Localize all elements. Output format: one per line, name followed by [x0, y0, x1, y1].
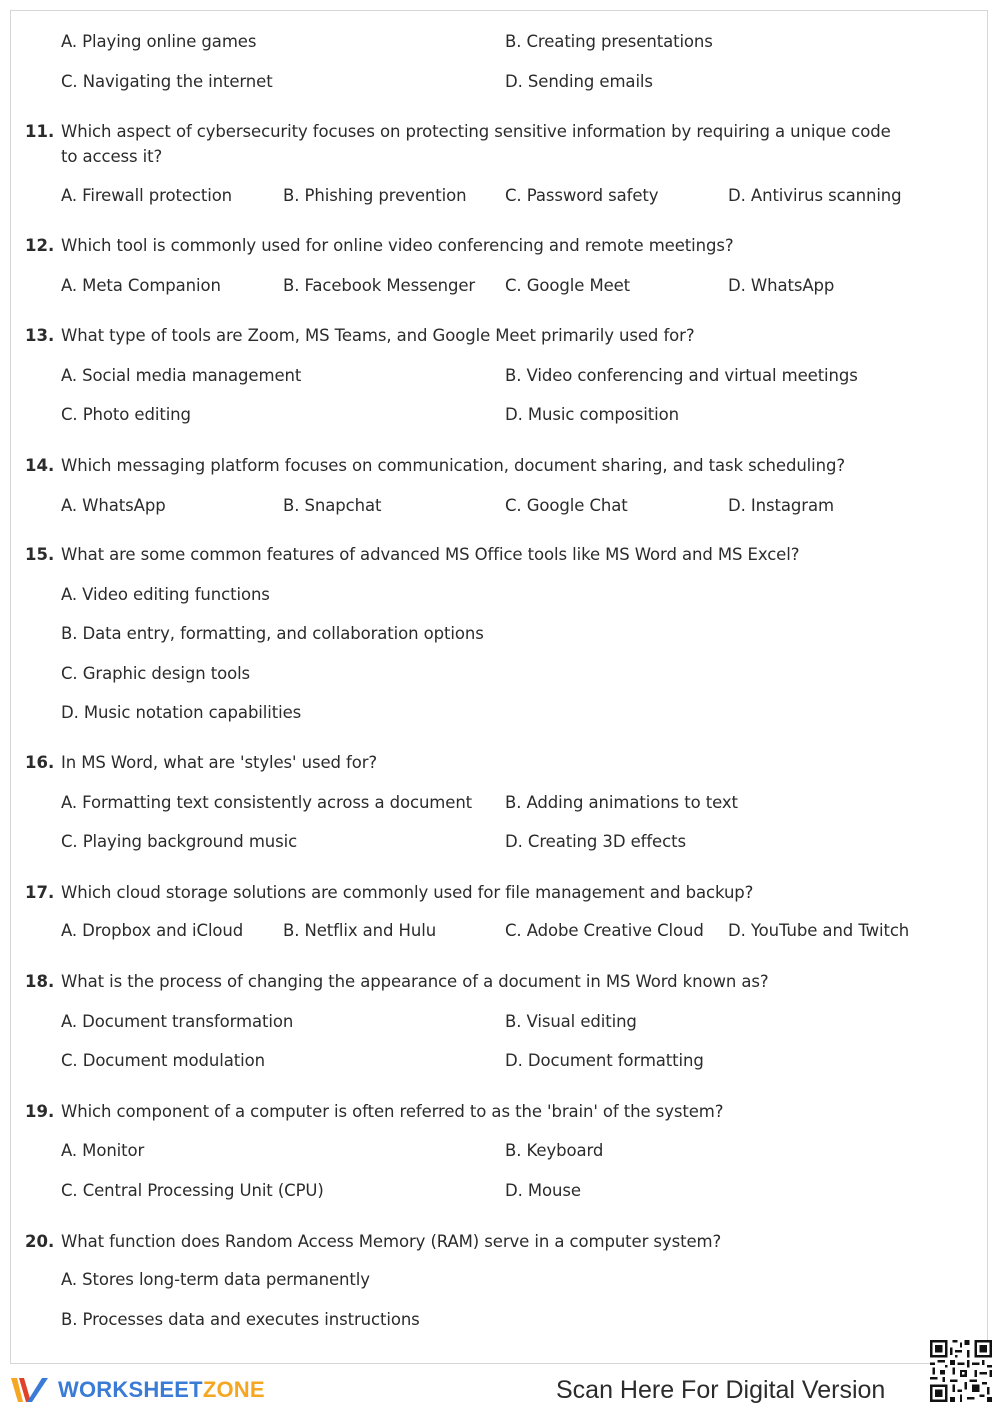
option-row [0, 919, 1000, 943]
option: A. Video editing functions [61, 585, 270, 604]
option: A. Monitor [61, 1141, 145, 1160]
option: C. Navigating the internet [61, 72, 273, 91]
option: C. Graphic design tools [61, 664, 251, 683]
option: B. Snapchat [283, 496, 382, 515]
option-row [0, 622, 1000, 646]
question-number: 11. [25, 122, 55, 141]
option: D. YouTube and Twitch [728, 921, 910, 940]
option: B. Creating presentations [505, 32, 713, 51]
logo-word-zone: ZONE [202, 1377, 265, 1402]
question-text: Which tool is commonly used for online video conferencing and remote meetings? [61, 236, 734, 255]
option: B. Keyboard [505, 1141, 604, 1160]
option: C. Document modulation [61, 1051, 265, 1070]
question-text: Which aspect of cybersecurity focuses on protecting sensitive information by requiring a unique code to access it? [61, 122, 891, 166]
option: B. Adding animations to text [505, 793, 738, 812]
question-text: Which component of a computer is often referred to as the 'brain' of the system? [61, 1102, 724, 1121]
option-row [0, 184, 1000, 208]
option-row [0, 1010, 1000, 1034]
question-text: Which cloud storage solutions are commonly used for file management and backup? [61, 883, 754, 902]
question-text: What function does Random Access Memory (RAM) serve in a computer system? [61, 1232, 722, 1251]
question-number: 13. [25, 326, 55, 345]
option-row [0, 403, 1000, 427]
footer [0, 1366, 1000, 1414]
option-row [0, 1308, 1000, 1332]
question-number: 17. [25, 883, 55, 902]
option: C. Adobe Creative Cloud [505, 921, 704, 940]
option: C. Google Meet [505, 276, 631, 295]
option: A. Document transformation [61, 1012, 294, 1031]
option-row [0, 1049, 1000, 1073]
question-text: What are some common features of advanced MS Office tools like MS Word and MS Excel? [61, 545, 800, 564]
option-row [0, 494, 1000, 518]
option: A. Social media management [61, 366, 302, 385]
question-text: What type of tools are Zoom, MS Teams, and Google Meet primarily used for? [61, 326, 695, 345]
option: C. Central Processing Unit (CPU) [61, 1181, 324, 1200]
option-row [0, 791, 1000, 815]
option: D. Mouse [505, 1181, 581, 1200]
option: B. Data entry, formatting, and collaboration options [61, 624, 484, 643]
question-number: 20. [25, 1232, 55, 1251]
option-row [0, 1139, 1000, 1163]
question-text: What is the process of changing the appearance of a document in MS Word known as? [61, 972, 769, 991]
option-row [0, 662, 1000, 686]
option: A. Meta Companion [61, 276, 221, 295]
option: B. Visual editing [505, 1012, 637, 1031]
question-text: In MS Word, what are 'styles' used for? [61, 753, 378, 772]
option: A. Formatting text consistently across a document [61, 793, 473, 812]
option-row [0, 1179, 1000, 1203]
logo-word-worksheet: WORKSHEET [58, 1377, 203, 1402]
option: A. Playing online games [61, 32, 257, 51]
option: B. Facebook Messenger [283, 276, 476, 295]
qr-code-icon[interactable] [930, 1340, 992, 1402]
option: B. Video conferencing and virtual meetings [505, 366, 858, 385]
option: D. Music composition [505, 405, 679, 424]
option: D. Instagram [728, 496, 834, 515]
option: B. Processes data and executes instructions [61, 1310, 420, 1329]
option-row [0, 701, 1000, 725]
scan-here-text: Scan Here For Digital Version [556, 1376, 886, 1404]
question-number: 14. [25, 456, 55, 475]
worksheetzone-logo[interactable] [10, 1374, 265, 1406]
option-row [0, 274, 1000, 298]
question-number: 15. [25, 545, 55, 564]
option: A. Firewall protection [61, 186, 233, 205]
option-row [0, 830, 1000, 854]
option: A. Stores long-term data permanently [61, 1270, 370, 1289]
option: C. Google Chat [505, 496, 628, 515]
option-row [0, 364, 1000, 388]
question-text: Which messaging platform focuses on communication, document sharing, and task scheduling? [61, 456, 846, 475]
option-row [0, 70, 1000, 94]
option: C. Photo editing [61, 405, 191, 424]
option: D. Music notation capabilities [61, 703, 302, 722]
logo-text [58, 1377, 265, 1403]
question-number: 16. [25, 753, 55, 772]
option: A. WhatsApp [61, 496, 166, 515]
option: C. Playing background music [61, 832, 298, 851]
option: A. Dropbox and iCloud [61, 921, 244, 940]
option: B. Phishing prevention [283, 186, 467, 205]
option-row [0, 30, 1000, 54]
option: D. Antivirus scanning [728, 186, 902, 205]
option-row [0, 583, 1000, 607]
option: D. WhatsApp [728, 276, 835, 295]
option: C. Password safety [505, 186, 659, 205]
question-number: 18. [25, 972, 55, 991]
option-row [0, 1268, 1000, 1292]
option: D. Creating 3D effects [505, 832, 686, 851]
option: D. Sending emails [505, 72, 653, 91]
option: B. Netflix and Hulu [283, 921, 437, 940]
question-number: 19. [25, 1102, 55, 1121]
question-number: 12. [25, 236, 55, 255]
option: D. Document formatting [505, 1051, 704, 1070]
logo-w-icon [10, 1375, 50, 1405]
